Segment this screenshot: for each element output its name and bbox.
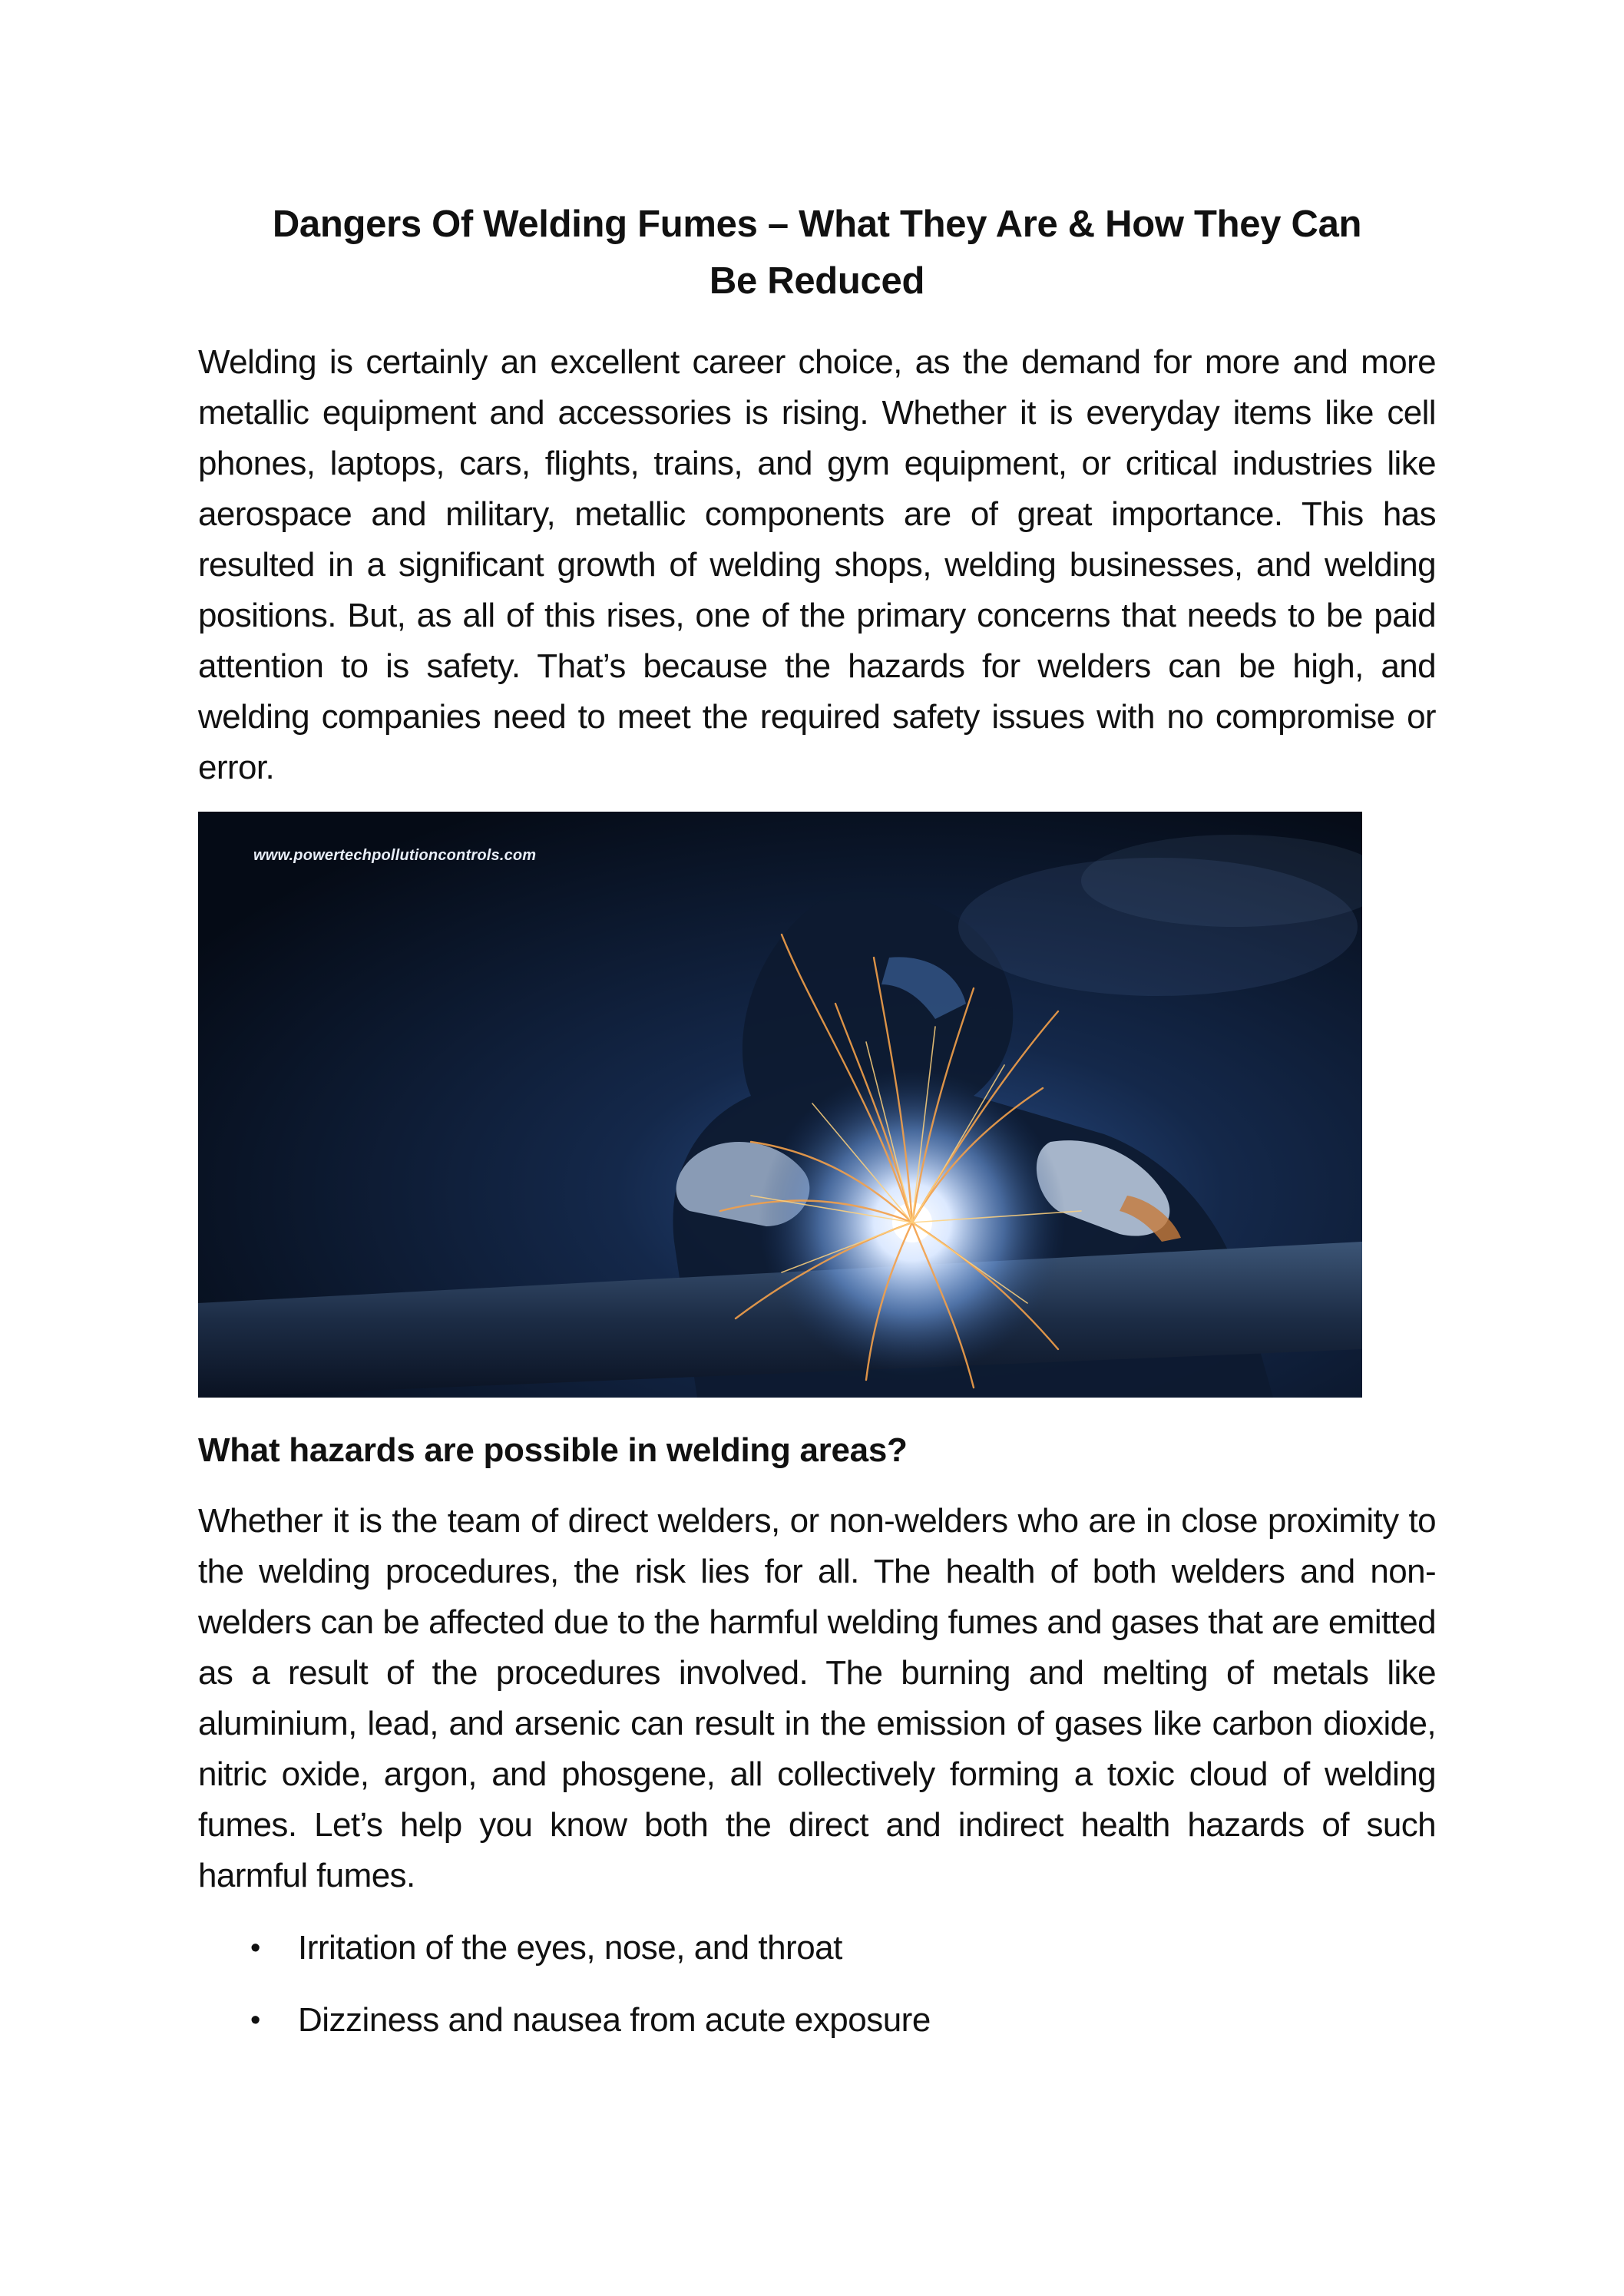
list-item [198,1995,1436,2046]
hazard-list [198,1923,1436,2046]
section-paragraph: Whether it is the team of direct welders, or non-welders who are in close proximity to the welding procedures, the risk lies for all. The health of both welders and non-welders can be affected due to the harmful welding fumes and gases that are emitted as a result of the procedures involved. The burning and melting of metals like aluminium, lead, and arsenic can result in the emission of gases like carbon dioxide, nitric oxide, argon, and phosgene, all collectively forming a toxic cloud of welding fumes. Let’s help you know both the direct and indirect health hazards of such harmful fumes. [198,1502,1436,1894]
image-watermark: www.powertechpollutioncontrols.com [253,847,537,864]
list-item [198,1923,1436,1973]
welding-photo [198,812,1362,1398]
list-item-text: Dizziness and nausea from acute exposure [298,2001,931,2039]
list-item-text: Irritation of the eyes, nose, and throat [298,1929,842,1967]
section-heading: What hazards are possible in welding areas? [198,1431,908,1469]
bullet-icon: • [250,1932,260,1964]
welding-scene-image [198,812,1362,1398]
document-page [198,196,1436,2067]
document-title: Dangers Of Welding Fumes – What They Are & How They Can Be Reduced [272,203,1362,302]
bullet-icon: • [250,2004,260,2036]
intro-paragraph: Welding is certainly an excellent career choice, as the demand for more and more metallic equipment and accessories is rising. Whether it is everyday items like cell phones, laptops, cars, flights, trains, and gym equipment, or critical industries like aerospace and military, metallic components are of great importance. This has resulted in a significant growth of welding shops, welding businesses, and welding positions. But, as all of this rises, one of the primary concerns that needs to be paid attention to is safety. That’s because the hazards for welders can be high, and welding companies need to meet the required safety issues with no compromise or error. [198,343,1436,786]
